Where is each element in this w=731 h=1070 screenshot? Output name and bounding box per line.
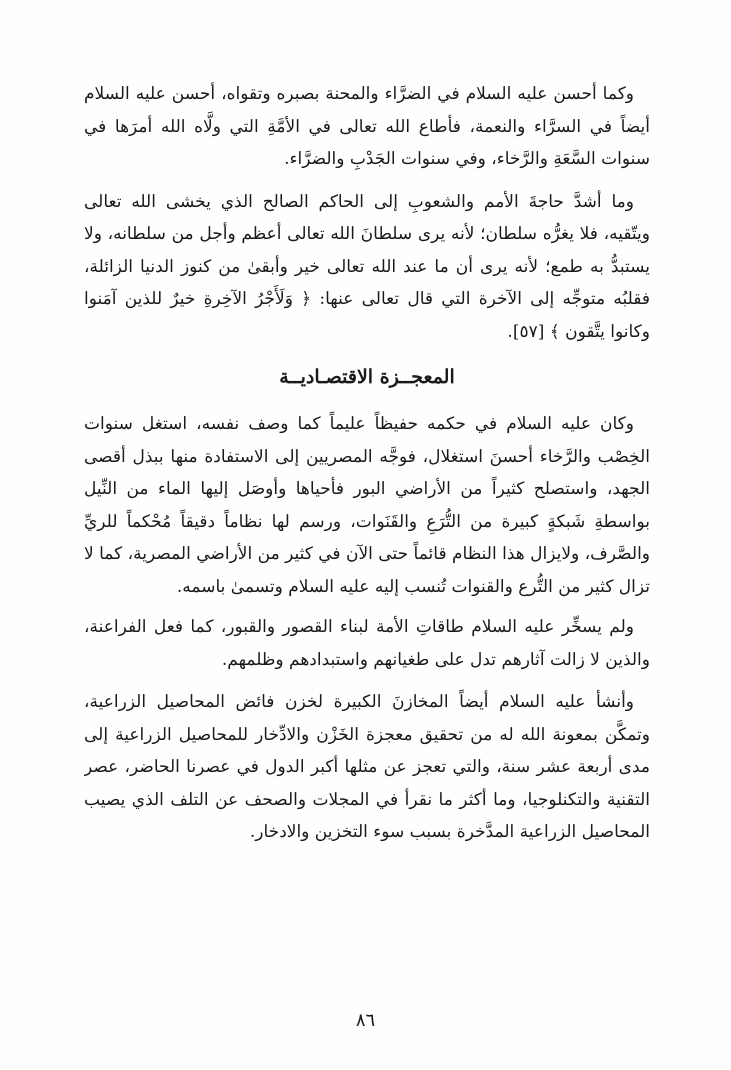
paragraph-righteous-ruler: وما أشدَّ حاجةَ الأمم والشعوبِ إلى الحاكم الصالح الذي يخشى الله تعالى ويتّقيه، فلا يغرُّه سلطان؛ لأنه يرى سلطانَ الله تعالى أعظم وأجل من سلطانه، ولا يستبدُّ به طمع؛ لأنه يرى أن ما عند الله تعالى خير وأبقىٰ من كنوز الدنيا الزائلة، فقلبُه متوجِّه إلى الآخرة التي قال تعالى عنها: ﴿ وَلَأَجْرُ الآخِرةِ خيرٌ للذين آمَنوا وكانوا يتَّقون ﴾ [٥٧]. bbox=[84, 191, 650, 342]
page-number: ٨٦ bbox=[355, 1010, 376, 1031]
paragraph-storage: وأنشأ عليه السلام أيضاً المخازنَ الكبيرة لخزن فائض المحاصيل الزراعية، وتمكَّن بمعونة الله له من تحقيق معجزة الخَزْن والادِّخار للمحاصيل الزراعية إلى مدى أربعة عشر سنة، والتي تعجز عن مثلها أكبر الدول في عصرنا الحاضر، عصر التقنية والتكنلوجيا، وما أكثر ما نقرأ في المجلات والصحف عن التلف الذي يصيب المحاصيل الزراعية المدَّخرة بسبب سوء التخزين والادخار. bbox=[84, 692, 650, 842]
section-heading: المعجــزة الاقتصـاديــة bbox=[279, 366, 455, 388]
paragraph-patience-and-gratitude: وكما أحسن عليه السلام في الضرَّاء والمحنة بصبره وتقواه، أحسن عليه السلام أيضاً في السرَّاء والنعمة، فأطاع الله تعالى في الأمَّةِ التي ولَّاه الله أمرَها في سنوات السَّعَةِ والرَّخاء، وفي سنوات الجَدْبِ والضرَّاء. bbox=[84, 84, 650, 169]
body-text bbox=[84, 78, 650, 998]
paragraph-economic-miracle: وكان عليه السلام في حكمه حفيظاً عليماً كما وصف نفسه، استغل سنوات الخِصْب والرَّخاء أحسنَ استغلال، فوجَّه المصريين إلى الاستفادة منها ببذل أقصى الجهد، واستصلح كثيراً من الأراضي البور فأحياها وأوصَل إليها الماء من النِّيل بواسطةِ شَبكةٍ كبيرة من التُّرَعِ والقَنَوات، ورسم لها نظاماً دقيقاً مُحْكماً للريِّ والصَّرف، ولايزال هذا النظام قائماً حتى الآن في كثير من الأراضي المصرية، كما لا تزال كثير من التُّرع والقنوات تُنسب إليه عليه السلام وتسمىٰ باسمه. bbox=[84, 414, 650, 597]
paragraph-no-palaces: ولم يسخِّر عليه السلام طاقاتِ الأمة لبناء القصور والقبور، كما فعل الفراعنة، والذين لا زالت آثارهم تدل على طغيانهم واستبدادهم وظلمهم. bbox=[84, 617, 650, 670]
